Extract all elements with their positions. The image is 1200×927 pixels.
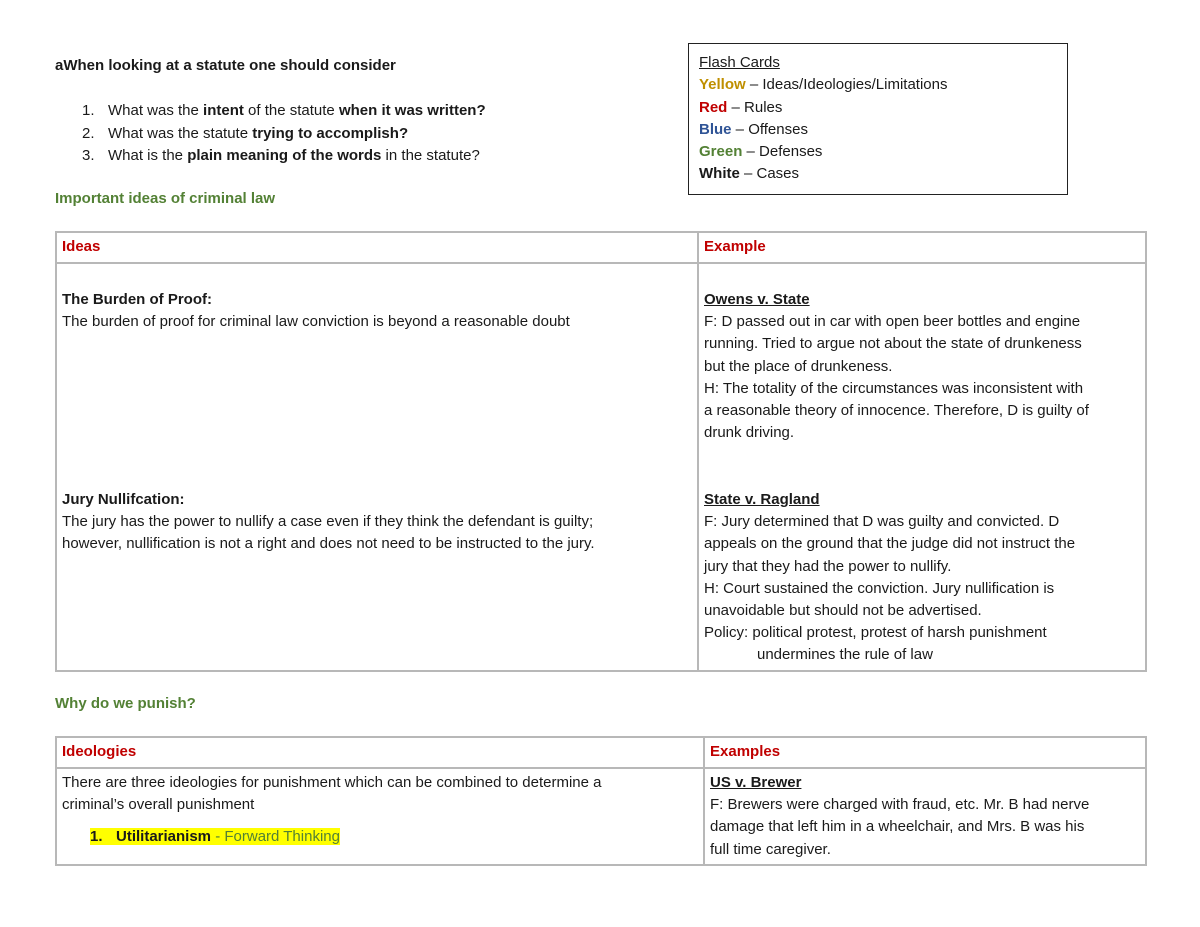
question-text: of the statute bbox=[243, 102, 339, 119]
case-detail-line: running. Tried to argue not about the state of drunkeness bbox=[704, 335, 1082, 353]
header-examples: Examples bbox=[704, 737, 1146, 768]
intro-heading: aWhen looking at a statute one should consider bbox=[55, 57, 396, 74]
idea-text-line: The jury has the power to nullify a case even if they think the defendant is guilty; bbox=[62, 513, 594, 531]
case-name: Owens v. State bbox=[704, 291, 810, 308]
case-detail-line: full time caregiver. bbox=[710, 840, 831, 858]
example-cell bbox=[698, 263, 1146, 671]
case-detail-line: but the place of drunkeness. bbox=[704, 357, 893, 375]
flash-card-entry bbox=[699, 119, 1067, 141]
case-ragland bbox=[704, 489, 1140, 667]
question-emphasis: plain meaning of the words bbox=[187, 147, 382, 164]
case-detail-line: Policy: political protest, protest of harsh punishment bbox=[704, 624, 1047, 642]
case-name: US v. Brewer bbox=[710, 774, 802, 791]
idea-jury-nullification bbox=[62, 489, 692, 556]
case-details bbox=[704, 511, 1140, 644]
idea-title: Jury Nullifcation: bbox=[62, 491, 185, 508]
case-detail-line: F: D passed out in car with open beer bottles and engine bbox=[704, 313, 1081, 331]
ideologies-cell bbox=[56, 768, 704, 865]
ideas-table bbox=[55, 231, 1147, 672]
flash-card-meaning: – Cases bbox=[739, 165, 800, 183]
ideology-description: - Forward Thinking bbox=[211, 828, 340, 846]
statute-questions-list bbox=[82, 100, 486, 168]
statute-question-item bbox=[82, 145, 486, 168]
header-example: Example bbox=[698, 232, 1146, 263]
flash-card-color-name: Blue bbox=[699, 120, 732, 138]
ideas-table-row bbox=[56, 263, 1146, 671]
question-text: in the statute? bbox=[381, 147, 480, 164]
flash-card-meaning: – Defenses bbox=[742, 143, 823, 161]
flash-card-color-name: Yellow bbox=[699, 76, 746, 94]
case-detail-line: a reasonable theory of innocence. Therefore, D is guilty of bbox=[704, 402, 1089, 420]
statute-question-item bbox=[82, 123, 486, 146]
case-detail-line: H: The totality of the circumstances was inconsistent with bbox=[704, 379, 1084, 397]
idea-title: The Burden of Proof: bbox=[62, 291, 212, 308]
case-details bbox=[704, 311, 1140, 444]
flash-card-color-name: Green bbox=[699, 143, 743, 161]
flash-card-meaning: – Rules bbox=[727, 98, 783, 116]
question-text: What is the bbox=[108, 147, 188, 164]
list-number: 2. bbox=[82, 124, 95, 142]
ideologies-table-row bbox=[56, 768, 1146, 865]
question-emphasis: intent bbox=[203, 102, 244, 119]
ideologies-table bbox=[55, 736, 1147, 866]
ideas-cell bbox=[56, 263, 698, 671]
case-name: State v. Ragland bbox=[704, 491, 820, 508]
ideology-name: Utilitarianism bbox=[116, 828, 212, 846]
policy-continuation: undermines the rule of law bbox=[757, 646, 933, 664]
list-number: 1. bbox=[90, 828, 103, 846]
section-heading-criminal-law: Important ideas of criminal law bbox=[55, 190, 276, 207]
flash-card-color-name: Red bbox=[699, 98, 728, 116]
case-detail-line: H: Court sustained the conviction. Jury nullification is bbox=[704, 579, 1055, 597]
case-details bbox=[710, 794, 1140, 861]
flash-card-entry bbox=[699, 97, 1067, 119]
case-detail-line: F: Brewers were charged with fraud, etc. Mr. B had nerve bbox=[710, 796, 1090, 814]
case-detail-line: appeals on the ground that the judge did not instruct the bbox=[704, 535, 1076, 553]
flash-card-entry bbox=[699, 163, 1067, 185]
list-number: 3. bbox=[82, 147, 95, 164]
highlighted-ideology bbox=[90, 828, 340, 845]
question-text: What was the statute bbox=[108, 124, 253, 142]
flash-cards-title: Flash Cards bbox=[699, 54, 780, 71]
ideologies-table-header-row bbox=[56, 737, 1146, 768]
case-detail-line: unavoidable but should not be advertised. bbox=[704, 602, 982, 620]
list-number: 1. bbox=[82, 102, 95, 119]
examples-cell bbox=[704, 768, 1146, 865]
ideologies-intro-line: There are three ideologies for punishment which can be combined to determine a bbox=[62, 774, 602, 791]
flash-card-entry bbox=[699, 74, 1067, 96]
section-heading-why-punish: Why do we punish? bbox=[55, 695, 196, 712]
case-detail-line: damage that left him in a wheelchair, and Mrs. B was his bbox=[710, 818, 1085, 836]
flash-cards-box bbox=[688, 43, 1068, 195]
header-ideas: Ideas bbox=[56, 232, 698, 263]
flash-card-meaning: – Offenses bbox=[731, 120, 808, 138]
flash-card-entry bbox=[699, 141, 1067, 163]
idea-burden-of-proof bbox=[62, 289, 692, 489]
ideology-item-utilitarianism bbox=[62, 826, 698, 848]
case-detail-line: jury that they had the power to nullify. bbox=[704, 557, 952, 575]
flash-card-meaning: – Ideas/Ideologies/Limitations bbox=[745, 76, 948, 94]
question-emphasis: trying to accomplish? bbox=[252, 124, 409, 142]
flash-cards-legend bbox=[699, 74, 1067, 185]
ideas-table-header-row bbox=[56, 232, 1146, 263]
header-ideologies: Ideologies bbox=[56, 737, 704, 768]
statute-question-item bbox=[82, 100, 486, 123]
question-text: What was the bbox=[108, 102, 204, 119]
flash-card-color-name: White bbox=[699, 165, 740, 183]
case-detail-line: F: Jury determined that D was guilty and convicted. D bbox=[704, 513, 1060, 531]
idea-text-line: however, nullification is not a right and does not need to be instructed to the jury. bbox=[62, 535, 595, 553]
ideologies-intro-line: criminal’s overall punishment bbox=[62, 796, 255, 814]
case-owens bbox=[704, 289, 1140, 489]
idea-text: The burden of proof for criminal law conviction is beyond a reasonable doubt bbox=[62, 313, 570, 331]
question-emphasis: when it was written? bbox=[338, 102, 486, 119]
case-detail-line: drunk driving. bbox=[704, 424, 795, 442]
